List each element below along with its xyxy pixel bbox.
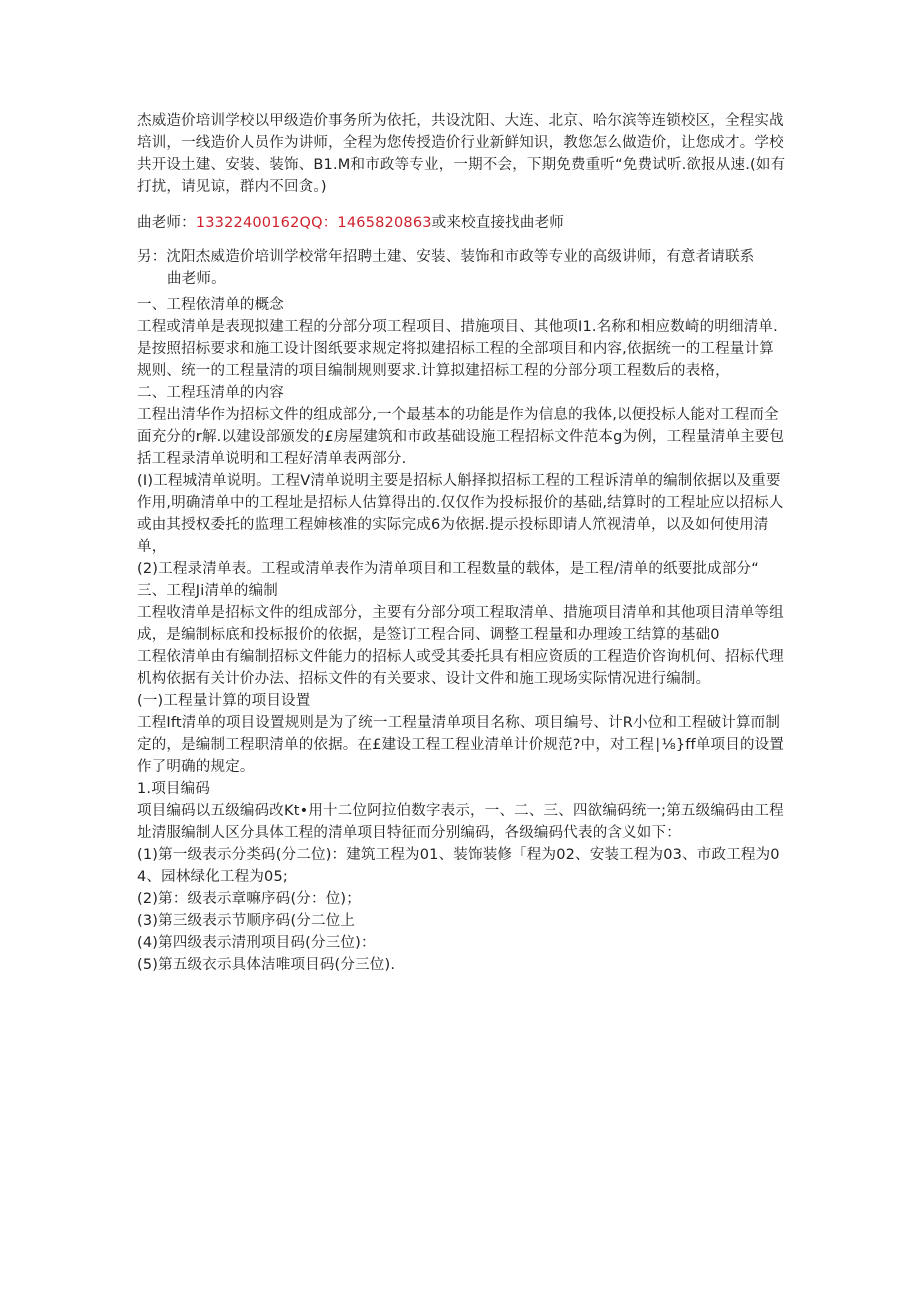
item-code-body: 项目编码以五级编码改Kt•用十二位阿拉伯数字表示，一、二、三、四欲编码统一;第五级编码由工程址清服编制人区分具体工程的清单项目特征而分别编码，各级编码代表的含义如下：	[137, 803, 784, 841]
section-2-title: 二、工程珏清单的内容	[137, 385, 284, 401]
section-2-item-2: (2)工程录清单表。工程或清单表作为清单项目和工程数量的载体，是工程/清单的纸要批成部分“	[137, 561, 759, 577]
recruit-note-line1: 另：沈阳杰威造价培训学校常年招聘土建、安装、装饰和市政等专业的高级讲师，有意者请联系	[137, 249, 755, 265]
item-code-title: 1.项目编码	[137, 781, 211, 797]
intro-paragraph: 杰威造价培训学校以甲级造价事务所为依托，共设沈阳、大连、北京、哈尔滨等连锁校区，全程实战培训，一线造价人员作为讲师，全程为您传授造价行业新鲜知识，教您怎么做造价，让您成才。学校共开设土建、安装、装饰、B1.M和市政等专业，一期不会，下期免费重听“免费试听.欲报从速.(如有打扰，请见谅，群内不回贪。)	[137, 113, 786, 195]
code-level-1: (1)第一级表示分类码(分二位)：建筑工程为01、装饰装修「程为02、安装工程为03、市政工程为04、园林绿化工程为05;	[137, 847, 780, 885]
subsection-1-title: (一)工程量计算的项目设置	[137, 693, 311, 709]
section-2-item-1: (I)工程城清单说明。工程V清单说明主要是招标人斛择拟招标工程的工程诉清单的编制依据以及重要作用,明确清单中的工程址是招标人估算得出的.仅仅作为投标报价的基础,结算时的工程址应以招标人或由其授权委托的监理工程婶核准的实际完成6为依据.提示投标即请人笊视清单，以及如何使用清单，	[137, 473, 784, 555]
subsection-1-body: 工程Ift清单的项目设置规则是为了统一工程量清单项目名称、项目编号、计R小位和工程破计算而制定的，是编制工程职清单的依据。在£建设工程工程业清单计价规范?中，对工程∣⅛}ff单项目的设置作了明确的规定。	[137, 715, 785, 775]
code-level-5: (5)第五级衣示具体洁唯项目码(分三位).	[137, 957, 396, 973]
section-1-title: 一、工程依清单的概念	[137, 297, 284, 313]
document-page	[137, 110, 787, 976]
recruit-note	[137, 246, 787, 290]
contact-prefix: 曲老师：	[137, 215, 196, 231]
recruit-note-line2: 曲老师。	[167, 271, 226, 287]
code-level-3: (3)第三级表示节顺序码(分二位上	[137, 913, 356, 929]
section-1-body: 工程或清单是表现拟建工程的分部分项工程项目、措施项目、其他项I1.名称和相应数崎的明细清单.是按照招标要求和施工设计图纸要求规定将拟建招标工程的全部项目和内容,依据统一的工程量计算规则、统一的工程量清的项目编制规则要求.计算拟建招标工程的分部分项工程数后的表格，	[137, 319, 778, 379]
section-3-body-1: 工程收清单是招标文件的组成部分，主要有分部分项工程取清单、措施项目清单和其他项目清单等组成，是编制标底和投标报价的依据，是签订工程合同、调整工程量和办理竣工结算的基础0	[137, 605, 784, 643]
code-level-2: (2)第：级表示章嘛序码(分：位)；	[137, 891, 361, 907]
section-2-body: 工程出清华作为招标文件的组成部分,一个最基本的功能是作为信息的我体,以便投标人能对工程而全面充分的r解.以建设部颁发的£房屋建筑和市政基础设施工程招标文件范本g为例，工程量清单主要包括工程录清单说明和工程好清单表两部分.	[137, 407, 785, 467]
contact-line	[137, 212, 787, 234]
section-3-title: 三、工程Ji清单的编制	[137, 583, 279, 599]
contact-suffix: 或来校直接找曲老师	[431, 215, 564, 231]
code-level-4: (4)第四级表示清刑项目码(分三位)：	[137, 935, 376, 951]
section-3-body-2: 工程依清单由有编制招标文件能力的招标人或受其委托具有相应资质的工程造价咨询机何、招标代理机构依据有关计价办法、招标文件的有关要求、设计文件和施工现场实际情况进行编制。	[137, 649, 784, 687]
contact-phone-qq: 13322400162QQ：1465820863	[195, 215, 432, 231]
